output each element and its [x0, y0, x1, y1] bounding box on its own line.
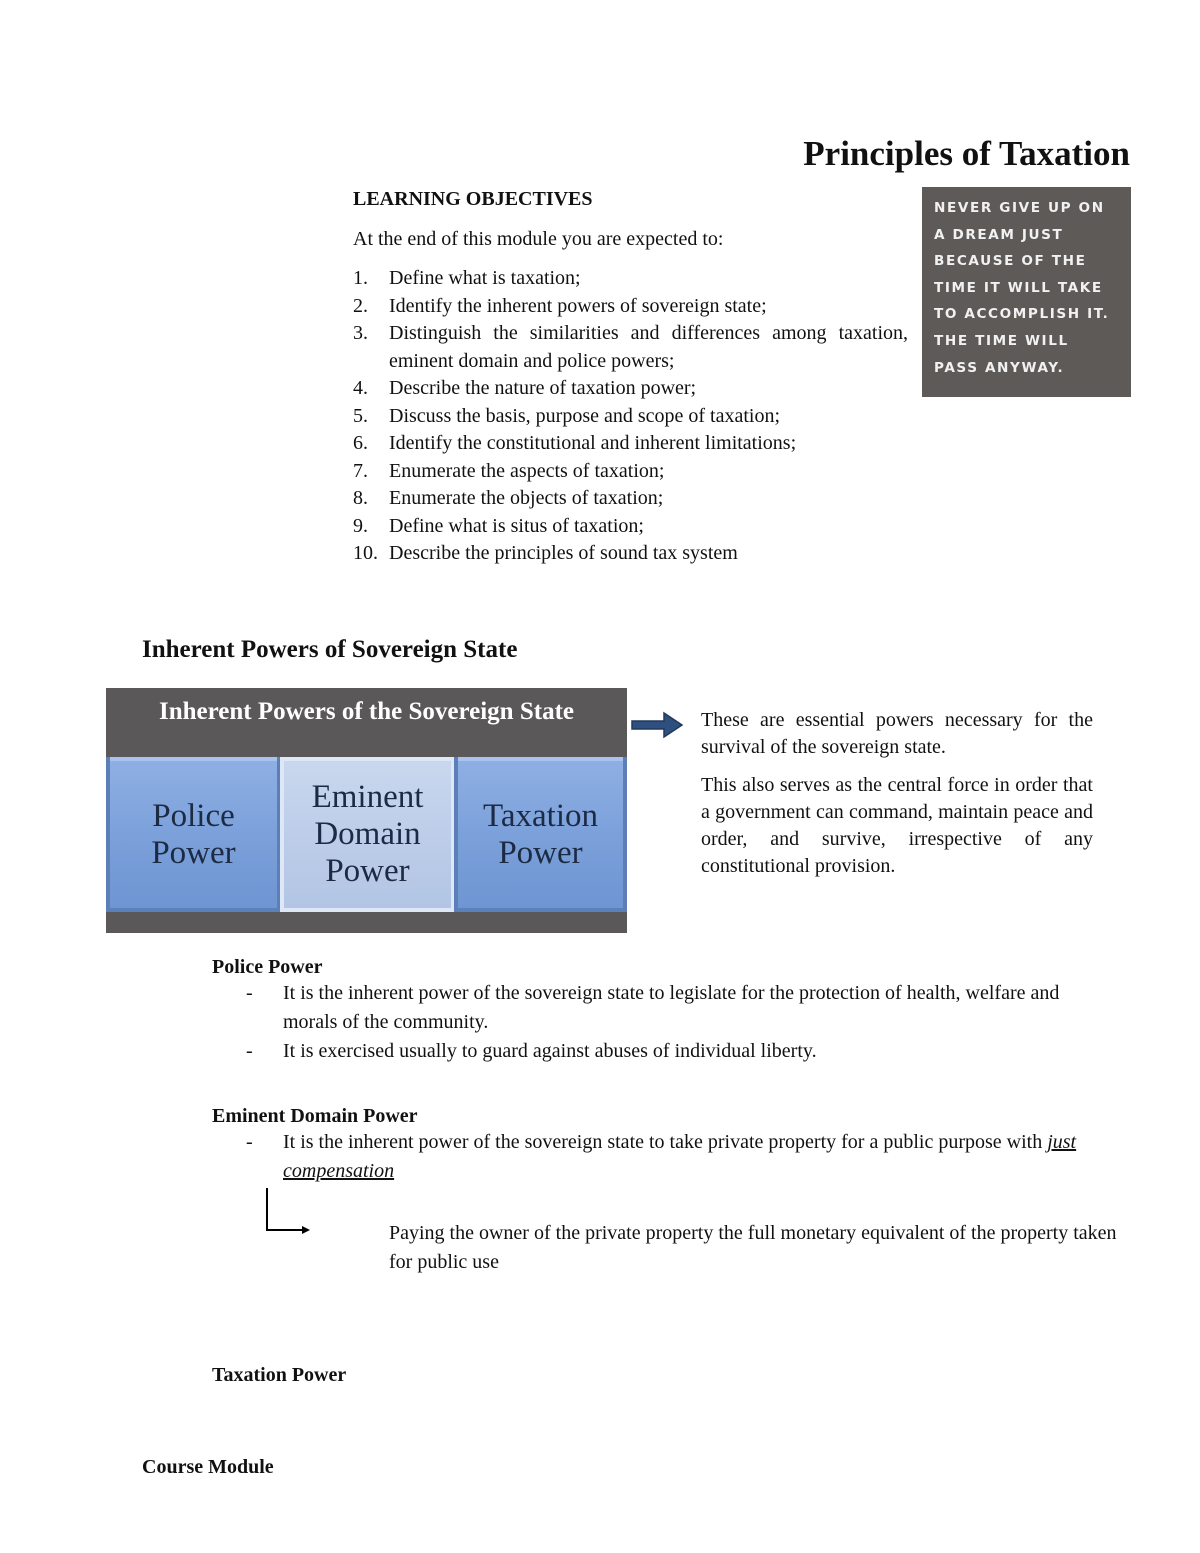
objective-text: Distinguish the similarities and differences among taxation, eminent domain and police powers; — [389, 322, 908, 372]
objective-text: Enumerate the aspects of taxation; — [389, 459, 665, 482]
police-power-bullets — [212, 979, 1092, 1066]
objectives-list — [353, 265, 908, 568]
objective-number: 4. — [353, 377, 368, 399]
taxation-power-box: Taxation Power — [454, 757, 627, 912]
objective-text: Describe the nature of taxation power; — [389, 377, 697, 399]
dash-bullet-icon: - — [246, 982, 253, 1004]
learning-objectives-heading: LEARNING OBJECTIVES — [353, 188, 593, 210]
objective-text: Enumerate the objects of taxation; — [389, 487, 664, 509]
objective-item — [353, 458, 908, 486]
objective-text: Identify the constitutional and inherent limitations; — [389, 432, 797, 454]
bullet-item — [212, 1037, 1092, 1066]
objective-item — [353, 375, 908, 403]
objective-item — [353, 320, 908, 375]
objective-item — [353, 513, 908, 541]
elbow-arrow-icon — [262, 1188, 314, 1238]
course-module-footer: Course Module — [142, 1456, 274, 1478]
objective-text: Discuss the basis, purpose and scope of taxation; — [389, 404, 781, 427]
objective-number: 1. — [353, 267, 368, 289]
objective-number: 6. — [353, 432, 368, 454]
objective-text: Define what is taxation; — [389, 267, 581, 289]
objective-item — [353, 293, 908, 321]
learning-objectives-intro: At the end of this module you are expected to: — [353, 228, 724, 250]
objective-text: Define what is situs of taxation; — [389, 514, 644, 537]
dash-bullet-icon: - — [246, 1040, 253, 1062]
side-note: These are essential powers necessary for the survival of the sovereign state. — [701, 709, 1093, 758]
eminent-domain-section — [212, 1105, 1122, 1186]
just-compensation-term: just compensation — [283, 1131, 1077, 1182]
objective-number: 10. — [353, 542, 378, 564]
taxation-power-heading: Taxation Power — [212, 1364, 347, 1386]
bullet-text: It is the inherent power of the sovereign state to take private property for a public purpose with — [283, 1131, 1048, 1153]
objective-item — [353, 430, 908, 458]
bullet-item — [212, 1128, 1122, 1186]
just-compensation-note: Paying the owner of the private property the full monetary equivalent of the property taken for public use — [389, 1222, 1117, 1273]
motivational-quote-box — [922, 187, 1131, 397]
objective-number: 8. — [353, 487, 368, 509]
objective-item — [353, 540, 908, 568]
objective-number: 5. — [353, 404, 368, 427]
objective-text: Identify the inherent powers of sovereign state; — [389, 294, 767, 317]
objective-item — [353, 485, 908, 513]
diagram-title: Inherent Powers of the Sovereign State — [159, 698, 574, 725]
eminent-domain-bullets — [212, 1128, 1122, 1186]
bullet-text: It is the inherent power of the sovereign state to legislate for the protection of health, welfare and morals of the community. — [283, 982, 1060, 1033]
bullet-item — [212, 979, 1092, 1037]
objective-number: 7. — [353, 459, 368, 482]
objective-item — [353, 403, 908, 431]
side-note: This also serves as the central force in order that a government can command, maintain peace and order, and survive, irrespective of any constitutional provision. — [701, 774, 1093, 877]
police-power-box: Police Power — [106, 757, 281, 912]
motivational-quote-text: NEVER GIVE UP ON A DREAM JUST BECAUSE OF THE TIME IT WILL TAKE TO ACCOMPLISH IT. THE TIME WILL PASS ANYWAY. — [934, 200, 1110, 376]
eminent-domain-power-box: Eminent Domain Power — [280, 757, 455, 912]
police-power-section — [212, 956, 1092, 1066]
objective-item — [353, 265, 908, 293]
objective-number: 3. — [353, 322, 368, 344]
objective-number: 2. — [353, 294, 368, 317]
page-title: Principles of Taxation — [803, 134, 1130, 173]
objective-number: 9. — [353, 514, 368, 537]
section-heading: Inherent Powers of Sovereign State — [142, 636, 518, 663]
police-power-heading: Police Power — [212, 956, 323, 978]
side-notes — [701, 707, 1093, 891]
eminent-domain-heading: Eminent Domain Power — [212, 1105, 418, 1127]
right-arrow-icon — [630, 711, 684, 739]
dash-bullet-icon: - — [246, 1131, 253, 1153]
bullet-text: It is exercised usually to guard against abuses of individual liberty. — [283, 1040, 817, 1062]
objective-text: Describe the principles of sound tax system — [389, 542, 738, 564]
